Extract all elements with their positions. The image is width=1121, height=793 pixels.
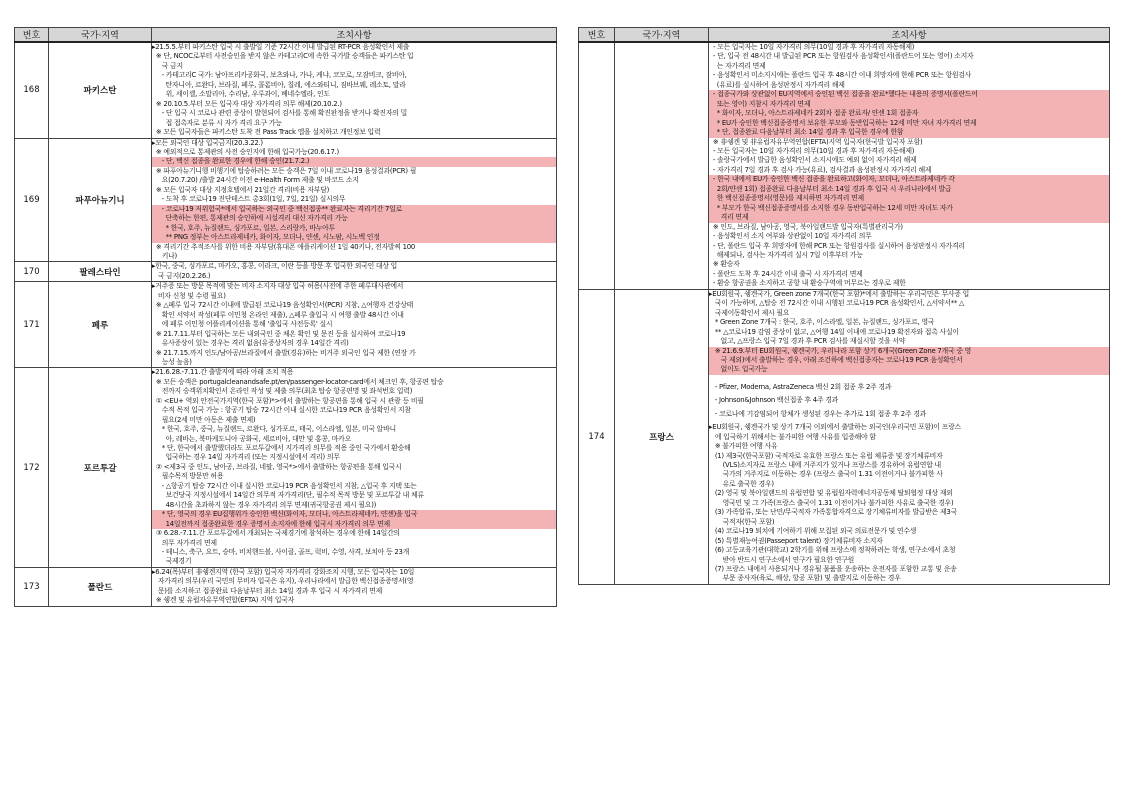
country-name: 포르투갈 bbox=[49, 368, 152, 568]
measure-line: (3) 가족합류, 또는 난민/무국적자 가족통합자격으로 장기체류비자를 발급받은 제3국 bbox=[709, 508, 957, 517]
header-number: 번호 bbox=[579, 28, 615, 43]
measure-line: - 음성확인서 미소지시에는 폴란드 입국 후 48시간 이내 희망자에 한해 PCR 또는 항원검사 bbox=[709, 71, 972, 80]
highlighted-measure-line: ※ 21.6.9.부터 EU회원국, 쉥겐국가, 우리나라 포함 상기 6개국(Green Zone 7개국 중 영 bbox=[709, 347, 1109, 356]
row-number: 171 bbox=[15, 282, 49, 368]
measure-line: ※ 파푸아뉴기니행 비행기에 탑승하려는 모든 승객은 7일 이내 코로나19 음성결과(PCR) 필 bbox=[152, 166, 417, 175]
measure-line: 의무 자가격리 면제 bbox=[152, 538, 217, 547]
measure-line: - 도착 후 코로나19 진단테스트 총3회(1일, 7일, 21일) 실시의무 bbox=[152, 195, 346, 204]
measure-line: 입국하는 경우 14일 자가격리 (또는 지정시설에서 격리) 의무 bbox=[152, 453, 340, 462]
measure-line: - 자가격리 7일 경과 후 검사 가능(유료), 검사결과 음성판정시 자가격리 해제 bbox=[709, 165, 932, 174]
measure-line: ▸6.24(목)부터 非쉥겐지역 (한국 포함) 입국자 자가격리 강화조치 시행, 모든 입국자는 10일 bbox=[152, 567, 415, 576]
measure-line: 수적 목적 입국 가능 : 항공기 탑승 72시간 이내 실시한 코로나19 PCR 음성확인서 지참 bbox=[152, 406, 411, 415]
measure-line: ② <제3국 중 인도, 남아공, 브라질, 네팔, 영국*>에서 출발하는 항공편을 통해 입국시 bbox=[152, 462, 402, 471]
measure-line: 에 입국하기 위해서는 불가피한 여행 사유를 입증해야 함 bbox=[709, 432, 876, 441]
measure-line: ▸모든 외국인 대상 입국금지(20.3.22.) bbox=[152, 138, 263, 147]
measure-line: ** △코로나19 감염 증상이 없고, △여행 14일 이내에 코로나19 확진자와 접촉 사실이 bbox=[709, 327, 959, 336]
measure-line: ※ △페루 입국 72시간 이내에 발급된 코로나19 음성확인서(PCR) 지참, △여행자 건강상태 bbox=[152, 301, 414, 310]
header-number: 번호 bbox=[15, 28, 49, 43]
measure-line: 유로 출국한 경우) bbox=[709, 479, 774, 488]
highlighted-measure-line: ** PNG 정부는 아스트라제네카, 화이자, 모더나, 얀센, 시노팜, 시노벡 인정 bbox=[152, 233, 556, 242]
measure-line: 48시간을 초과하지 않는 경우 자가격리 의무 면제(귀국항공권 제시 필요)) bbox=[152, 500, 377, 509]
measure-line: ※ 단, NCOC로부터 사전승인을 받지 않은 카테고리C에 속한 국가발 승객들은 파키스탄 입 bbox=[152, 52, 414, 61]
measure-line: 는 자가격리 면제 bbox=[709, 61, 766, 70]
measure-line: 보건당국 지정시설에서 14일간 의무적 자가격리(단, 필수적 목적 방문 및 포르투갈 내 체류 bbox=[152, 491, 424, 500]
highlighted-measure-line: 단축하는 한편, 통제관의 승인하에 시설격리 대신 자가격리 가능 bbox=[152, 214, 556, 223]
table-row bbox=[15, 368, 557, 568]
table-row bbox=[15, 138, 557, 262]
measure-line: - 음성확인서 소지 여부와 상관없이 10일 자가격리 의무 bbox=[709, 232, 872, 241]
measure-line: ▸EU회원국, 쉥겐국가, Green zone 7개국(한국 포함)*에서 출발하는 우리국민은 무사증 입 bbox=[709, 289, 970, 298]
right-table-body bbox=[579, 42, 1110, 584]
header-measures: 조치사항 bbox=[152, 28, 557, 43]
highlighted-measure-line: 없이도 입국가능 bbox=[709, 365, 1109, 374]
measure-line: - 모든 입국자는 10일 자가격리 의무(10일 경과 후 자가격리 자동해제) bbox=[709, 43, 915, 51]
measure-line: - 단, 폴란드 입국 후 희망자에 한해 PCR 또는 항원검사를 실시하여 음성판정시 자가격리 bbox=[709, 241, 965, 250]
highlighted-measure-line: 14일전까지 접종완료한 경우 증명서 소지자에 한해 입국시 자가격리 의무 면제 bbox=[152, 520, 556, 529]
measure-line: - 단 입국 시 코로나 관련 증상이 발현되어 검사를 통해 확진판정을 받거나 확진자의 밀 bbox=[152, 109, 407, 118]
measure-line: ※ 모든 입국자들은 파키스탄 도착 전 Pass Track 앱을 설치하고 개인정보 입력 bbox=[152, 128, 381, 137]
measure-line: 국 금지 bbox=[152, 61, 183, 70]
highlighted-measure-line: 국 제외)에서 출발하는 경우, 아래 조건하에 백신접종자는 코로나19 PCR 음성확인서 bbox=[709, 356, 1109, 365]
measures-cell bbox=[152, 567, 557, 606]
measure-line: 능성 높음) bbox=[152, 357, 192, 366]
measure-line: - 코로나에 기감염되어 항체가 생성된 경우는 추가로 1회 접종 후 2주 경과 bbox=[709, 409, 927, 418]
left-measures-table bbox=[14, 27, 557, 607]
measure-line: 국이 가능하며, △탑승 전 72시간 이내 시행된 코로나19 PCR 음성확인서, △서약서** △ bbox=[709, 299, 965, 308]
highlighted-measure-line: * 단, 영국의 경우 EU집행위가 승인한 백신(화이자, 모더나, 아스트라제네카, 얀센)을 입국 bbox=[152, 510, 556, 519]
table-row bbox=[579, 289, 1110, 584]
country-name: 파키스탄 bbox=[49, 42, 152, 138]
measures-cell bbox=[152, 138, 557, 262]
measure-line: ▸21.6.28.-7.11.간 출발지에 따라 아래 조치 적용 bbox=[152, 368, 294, 377]
measure-line: ※ 예외적으로 통제관의 사전 승인지에 한해 입국가능(20.6.17.) bbox=[152, 147, 339, 156]
country-name: 페루 bbox=[49, 282, 152, 368]
measure-line: 위, 세이셸, 소말리아, 수리남, 우루과이, 베네수엘라, 인도 bbox=[152, 90, 330, 99]
measures-cell bbox=[709, 42, 1110, 289]
highlighted-measure-line: 격리 면제 bbox=[709, 213, 1109, 222]
header-measures: 조치사항 bbox=[709, 28, 1110, 43]
spacer bbox=[709, 375, 1109, 383]
measure-line: * Green Zone 7개국 : 한국, 호주, 이스라엘, 일본, 뉴질랜드, 싱가포르, 영국 bbox=[709, 318, 935, 327]
measures-cell bbox=[152, 262, 557, 282]
measure-line: (7) 프랑스 내에서 사용되거나 경유될 물품을 운송하는 운전자를 포함한 교통 및 운송 bbox=[709, 565, 957, 574]
country-name: 폴란드 bbox=[49, 567, 152, 606]
measure-line: 확인 서약서 작성(페루 이민청 온라인 제출), △페루 출입국 시 여행 출발 48시간 이내 bbox=[152, 310, 404, 319]
highlighted-measure-line: * EU가 승인한 백신접종증명서 보유한 부모와 동반입국하는 12세 미만 자녀 자가격리 면제 bbox=[709, 119, 1109, 128]
table-row bbox=[15, 262, 557, 282]
measure-line: - Johnson&Johnson 백신접종 후 4주 경과 bbox=[709, 396, 839, 405]
measure-line: ※ 쉥겐 및 유럽자유무역연합(EFTA) 지역 입국자 bbox=[152, 596, 295, 605]
measure-line: ▸한국, 중국, 싱가포르, 마카오, 홍콩, 이라크, 이란 등을 방문 후 입국한 외국인 대상 입 bbox=[152, 262, 398, 271]
measure-line: 에 페루 이민청 어플리케이션을 통해 '출입국 사전등록' 실시 bbox=[152, 320, 333, 329]
highlighted-measure-line: 2회/얀센 1회) 접종완료 다음날부터 최소 14일 경과 후 입국 시 우리나라에서 발급 bbox=[709, 185, 1109, 194]
measure-line: 국가의 거주지로 이동하는 경우 (프랑스 출국이 1.31 이전이거나 불가피한 사 bbox=[709, 470, 943, 479]
row-number: 172 bbox=[15, 368, 49, 568]
row-number: 174 bbox=[579, 289, 615, 584]
measure-line: 탄자니아, 르완다, 브라질, 페루, 콜롬비아, 칠레, 에스와티니, 짐바브웨, 레소토, 말라 bbox=[152, 80, 406, 89]
measure-line: (6) 고등교육기관(대학교) 2학기를 위해 프랑스에 정착하려는 학생, 연구소에서 초청 bbox=[709, 546, 956, 555]
measure-line: - 솔랑국가에서 발급한 음성확인서 소지시에도 예외 없이 자가격리 해제 bbox=[709, 156, 917, 165]
measure-line: 키나) bbox=[152, 251, 177, 260]
highlighted-measure-line: * 화이자, 모더나, 아스트라제네카 2회차 접종 완료자/ 얀센 1회 접종자 bbox=[709, 109, 1109, 118]
row-number: 168 bbox=[15, 42, 49, 138]
measure-line: ※ 非쉥겐 및 非유럽자유무역연합(EFTA)지역 입국자(한국발 입국자 포함) bbox=[709, 137, 923, 146]
measure-line: 국 금지(20.2.26.) bbox=[152, 271, 211, 280]
measure-line: - △항공기 탑승 72시간 이내 실시한 코로나19 PCR 음성확인서 지참, △입국 후 지택 또는 bbox=[152, 481, 417, 490]
measure-line: (4) 코로나19 퇴치에 기여하기 위해 모집된 외국 의료전문가 및 연수생 bbox=[709, 527, 917, 536]
country-name: 팔레스타인 bbox=[49, 262, 152, 282]
measures-cell bbox=[152, 368, 557, 568]
measure-line: - 모든 입국자는 10일 자가격리 의무(10일 경과 후 자가격리 자동해제) bbox=[709, 146, 915, 155]
row-number: 170 bbox=[15, 262, 49, 282]
measure-line: ※ 21.7.11.부터 입국하는 모든 내외국인 중 체온 확인 및 문진 등을 실시하여 코로나19 bbox=[152, 329, 406, 338]
table-row bbox=[15, 567, 557, 606]
measure-line: 부문 종사자(육로, 해상, 항공 포함) 및 출발지로 이동하는 경우 bbox=[709, 574, 901, 583]
measure-line: ① <EU+ 역외 안전국가지역(한국 포함)*>에서 출발하는 항공편을 통해 입국 시 관광 등 비필 bbox=[152, 396, 424, 405]
measure-line: 국적자(한국 포함) bbox=[709, 517, 775, 526]
measure-line: ※ 불가피한 여행 사유 bbox=[709, 442, 778, 451]
measure-line: ③ 6.28.-7.11.간 포르투갈에서 개최되는 국제경기에 참석하는 경우에 한해 14일간의 bbox=[152, 529, 400, 538]
measure-line: 유사증상이 있는 경우는 격리 없음(유증상자의 경우 14일간 격리) bbox=[152, 339, 349, 348]
measure-line: ▸거주증 또는 방문 목적에 맞는 비자 소지자 대상 입국 허용(사전에 주한 페루대사관에서 bbox=[152, 282, 404, 291]
row-number: 169 bbox=[15, 138, 49, 262]
highlighted-measure-line: - 코로나19 저위험국*에서 입국하는 외국인 중 백신접종** 완료자는 격리기간 7일로 bbox=[152, 205, 556, 214]
measure-line: 아, 레바논, 북마케도니아 공화국, 세르비아, 대만 및 홍콩, 마카오 bbox=[152, 434, 351, 443]
measures-cell bbox=[152, 282, 557, 368]
row-number: 173 bbox=[15, 567, 49, 606]
measure-line: ※ 모든 입국자 대상 지정호텔에서 21일간 격리(비용 자부담) bbox=[152, 185, 330, 194]
left-table-body bbox=[15, 42, 557, 606]
measure-line: 자가격리 의무(우리 국민의 무비자 입국은 유지), 우리나라에서 발급한 백신접종증명서(영 bbox=[152, 577, 414, 586]
country-name: 프랑스 bbox=[615, 289, 709, 584]
highlighted-measure-line: * 부모가 한국 백신접종증명서를 소지한 경우 동반입국하는 12세 미만 자녀도 자가 bbox=[709, 204, 1109, 213]
table-row bbox=[15, 42, 557, 138]
measure-line: 받아 반드시 연구소에서 연구가 필요한 연구원 bbox=[709, 555, 855, 564]
measure-line: ▸EU회원국, 쉥겐국가 및 상기 7개국 이외에서 출발하는 외국인(우리국민 포함)이 프랑스 bbox=[709, 423, 961, 432]
measure-line: 전까지 승객위치확인서 온라인 작성 및 제출 의무(최초 탑승 항공편명 및 좌석번호 입력) bbox=[152, 387, 413, 396]
measure-line: - Pfizer, Moderna, AstraZeneca 백신 2회 접종 후 2주 경과 bbox=[709, 382, 892, 391]
measures-cell bbox=[152, 42, 557, 138]
header-country: 국가·지역 bbox=[49, 28, 152, 43]
highlighted-measure-line: - 단, 백신 접종을 완료한 경우에 한해 승인(21.7.2.) bbox=[152, 157, 556, 166]
measure-line: * 한국, 호주, 중국, 뉴질랜드, 르완다, 싱가포르, 태국, 이스라엘, 일본, 미국 알바니 bbox=[152, 425, 396, 434]
highlighted-measure-line: - 접종국가와 상관없이 EU지역에서 승인된 백신 접종을 완료*했다는 내용의 증명서(폴란드어 bbox=[709, 90, 1109, 99]
measure-line: 필수목적 방문만 허용 bbox=[152, 472, 224, 481]
highlighted-measure-line: * 한국, 호주, 뉴질랜드, 싱가포르, 일본, 스리랑카, 바누아투 bbox=[152, 224, 556, 233]
measure-line: ※ 20.10.5.부터 모든 입국자 대상 자가격리 의무 해제(20.10.2.) bbox=[152, 99, 342, 108]
table-row bbox=[579, 42, 1110, 289]
measure-line: (1) 제3국(한국포함) 국적자로 유효한 프랑스 또는 유럽 체류증 및 장기체류비자 bbox=[709, 451, 943, 460]
measure-line: (2) 영국 및 북아일랜드의 유럽연합 및 유럽원자력에너지공동체 탈퇴협정 대상 재외 bbox=[709, 489, 953, 498]
country-name: 파푸아뉴기니 bbox=[49, 138, 152, 262]
measure-line: 국제경기 bbox=[152, 557, 192, 566]
measure-line: 국제이동확인서 제시 필요 bbox=[709, 308, 790, 317]
measure-line: ※ 21.7.15.까지 인도/남아공/브라질에서 출발(경유)하는 비거주 외국인 입국 제한 (연장 가 bbox=[152, 348, 416, 357]
measure-line: 해제되나, 검사는 자가격리 실시 7일 이후부터 가능 bbox=[709, 250, 863, 259]
table-header-row bbox=[15, 28, 557, 43]
measure-line: ※ 환승자 bbox=[709, 260, 740, 269]
measure-line: - 환승 항공권을 소지하고 공항 내 환승구역에 머무르는 경우로 제한 bbox=[709, 279, 906, 288]
table-row bbox=[15, 282, 557, 368]
measure-line: * 단, 한국에서 출발했더라도 포르투갈에서 지가격리 의무를 적용 중인 국가에서 환승해 bbox=[152, 444, 411, 453]
country-name bbox=[615, 42, 709, 289]
highlighted-measure-line: - 한국 내에서 EU가 승인한 백신 접종을 완료하고(화이자, 모더나, 아스트라제네카 각 bbox=[709, 175, 1109, 184]
measure-line: ※ 인도, 브라질, 남아공, 영국, 북아일랜드발 입국자(특별관리국가) bbox=[709, 222, 903, 231]
highlighted-measure-line: 한 백신접종증명서(영문)를 제시하면 자가격리 면제 bbox=[709, 194, 1109, 203]
measure-line: 필요(2세 미만 아동은 제출 면제) bbox=[152, 415, 256, 424]
measure-line: 문)를 소지하고 접종완료 다음날부터 최소 14일 경과 후 입국 시 자가격리 면제 bbox=[152, 586, 383, 595]
right-measures-table bbox=[578, 27, 1110, 585]
measure-line: - 카테고리C 국가: 남아프리카공화국, 보츠와나, 가나, 케냐, 코모로, 모잠비크, 잠비아, bbox=[152, 71, 407, 80]
header-country: 국가·지역 bbox=[615, 28, 709, 43]
measure-line: - 단, 입국 전 48시간 내 발급된 PCR 또는 항원검사 음성확인서(폴란드어 또는 영어) 소지자 bbox=[709, 52, 974, 61]
table-header-row bbox=[579, 28, 1110, 43]
measure-line: - 테니스, 축구, 요트, 승마, 비치핸드볼, 사이클, 골프, 럭비, 수영, 사격, 보치아 등 23개 bbox=[152, 548, 410, 557]
measure-line: (5) 특별재능여권(Passeport talent) 장기체류비자 소지자 bbox=[709, 536, 883, 545]
measure-line: 비자 신청 및 수령 필요) bbox=[152, 291, 226, 300]
highlighted-measure-line: * 단, 접종완료 다음날부터 최소 14일 경과 후 입국한 경우에 한함 bbox=[709, 128, 1109, 137]
measure-line: (VLS)소지자로 프랑스 내에 거주지가 있거나 프랑스를 경유하여 유럽연합 내 bbox=[709, 461, 941, 470]
measure-line: 접 접촉자로 분류 시 자가 격리 요구 가능 bbox=[152, 118, 282, 127]
measure-line: ※ 모든 승객은 portugalcleanandsafe.pt/en/passenger-locator-card에서 체크인 후, 항공편 탑승 bbox=[152, 377, 444, 386]
highlighted-measure-line: 또는 영어) 지참시 자가격리 면제 bbox=[709, 100, 1109, 109]
measure-line: 요(20.7.20) /출발 24시간 이전 e-Health Form 제출 및 바코드 소지 bbox=[152, 176, 359, 185]
measures-cell bbox=[709, 289, 1110, 584]
measure-line: (유료)를 실시하여 음성판정시 자가격리 해제 bbox=[709, 80, 845, 89]
measure-line: ※ 격리기간 추적조사를 위한 비용 자부담(휴대폰 애플리케이션 1일 40키나, 전자발찌 100 bbox=[152, 242, 416, 251]
measure-line: ▸21.5.5.부터 파키스탄 입국 시 출발일 기준 72시간 이내 발급된 RT-PCR 음성확인서 제출 bbox=[152, 43, 410, 51]
measure-line: 영국민 및 그 가족(프랑스 출국이 1.31 이전이거나 불가피한 사유로 출국한 경우) bbox=[709, 498, 954, 507]
measure-line: 없고, △프랑스 입국 7일 경과 후 PCR 검사를 재실시할 것을 서약 bbox=[709, 337, 906, 346]
measure-line: - 폴란드 도착 후 24시간 이내 출국 시 자가격리 면제 bbox=[709, 269, 863, 278]
row-number bbox=[579, 42, 615, 289]
